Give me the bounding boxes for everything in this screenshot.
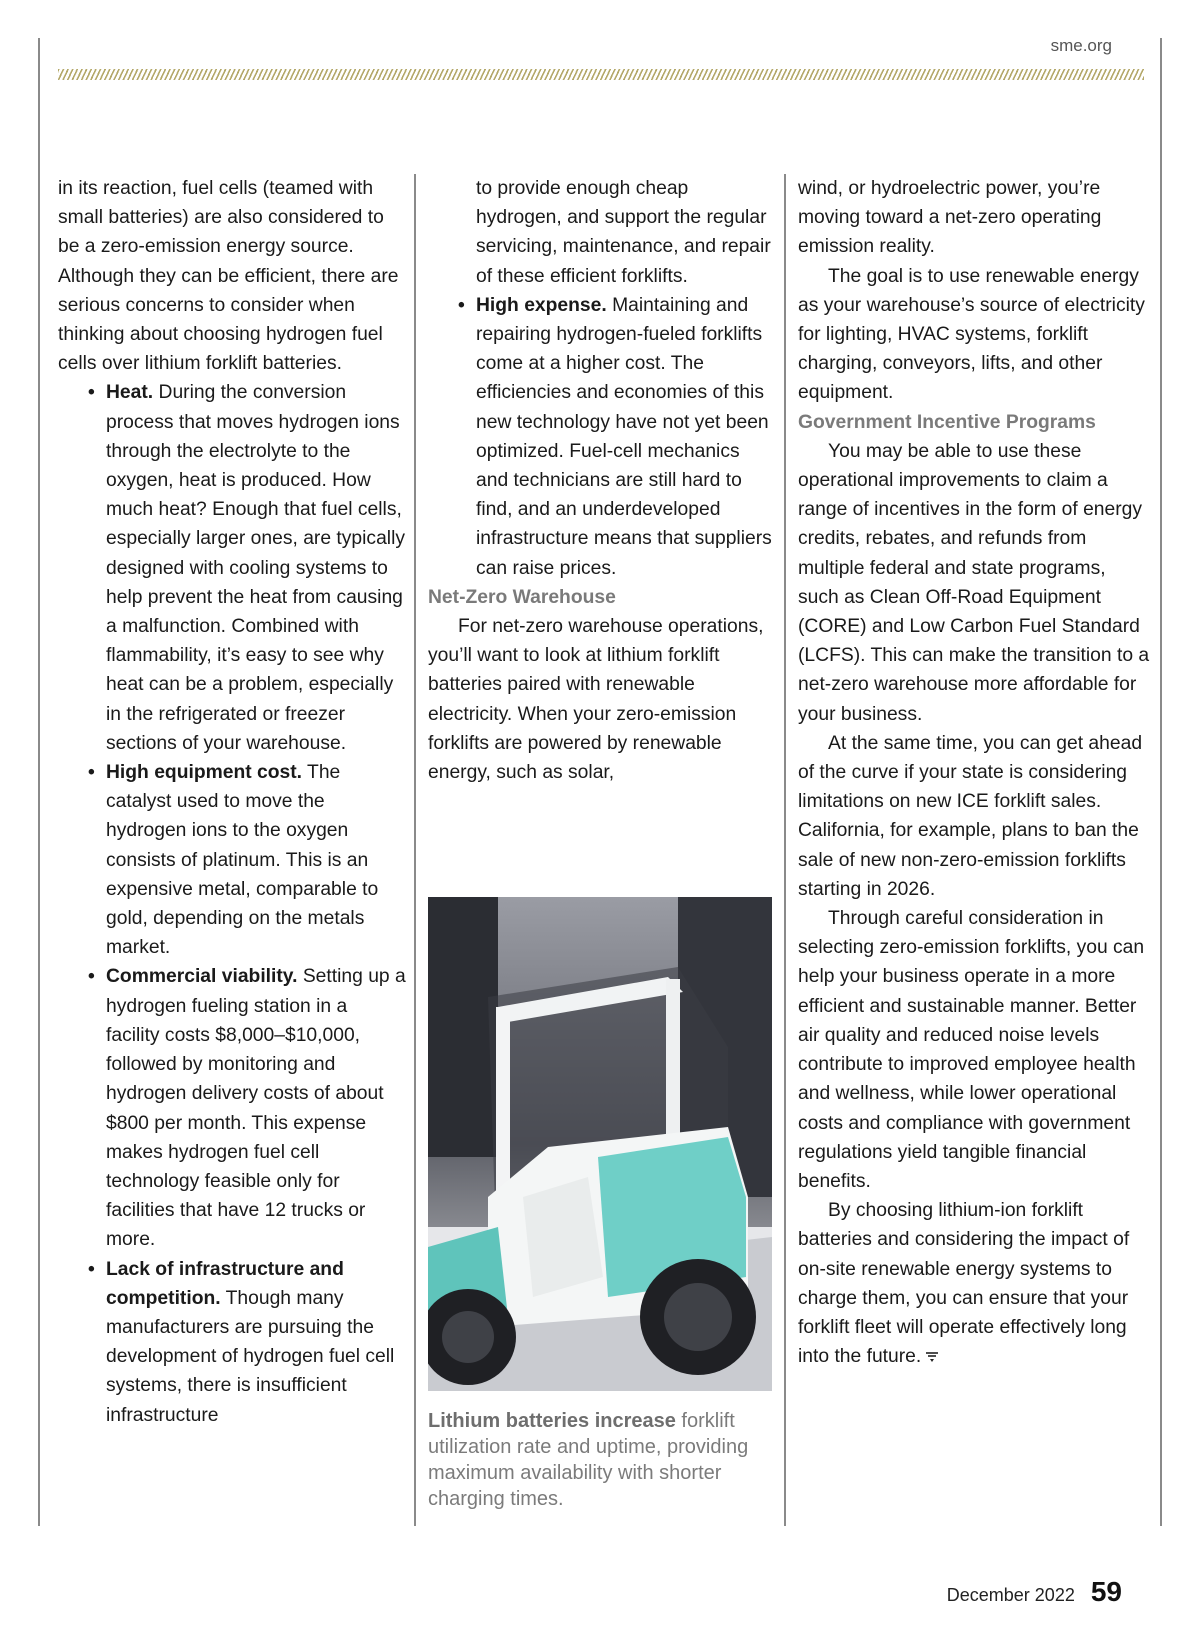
column-1-bullet-list — [58, 378, 406, 1429]
column-3-paragraph-5: Through careful consideration in selecting zero-emission forklifts, you can help your business operate in a more efficient and sustainable manner. Better air quality and reduced noise levels contribute to improved employee health and wellness, while lower operational costs and compliance with government regulations yield tangible financial benefits. — [798, 908, 1145, 1192]
header-hatch-bar — [58, 69, 1144, 80]
bullet-item — [58, 758, 406, 962]
bullet-item — [428, 291, 776, 583]
left-margin-rule — [38, 38, 40, 1526]
end-mark-icon — [925, 1351, 939, 1363]
issue-date: December 2022 — [946, 1585, 1075, 1605]
bullet-lead: High expense. — [476, 294, 607, 316]
section-heading-incentives: Government Incentive Programs — [798, 411, 1096, 433]
bullet-text: Maintaining and repairing hydrogen-fueled forklifts come at a higher cost. The efficiencies and economies of this new technology have not yet been optimized. Fuel-cell mechanics and technicians are still hard to find, and an underdeveloped infrastructure means that suppliers can raise prices. — [476, 294, 772, 579]
bullet-lead: Lack of infrastructure and competition. — [106, 1258, 344, 1309]
column-2-paragraph: For net-zero warehouse operations, you’ll want to look at lithium forklift batteries paired with renewable electricity. When your zero-emission forklifts are powered by renewable energy, such as solar, — [428, 616, 764, 784]
bullet-lead: High equipment cost. — [106, 762, 303, 784]
bullet-text: During the conversion process that moves hydrogen ions through the electrolyte to the oxygen, heat is produced. How much heat? Enough that fuel cells, especially larger ones, are typically designed with cooling systems to help prevent the heat from causing a malfunction. Combined with flammability, it’s easy to see why heat can be a problem, especially in the refrigerated or freezer sections of your warehouse. — [106, 382, 406, 754]
column-2 — [428, 174, 776, 787]
column-3-paragraph-6 — [798, 1196, 1150, 1371]
bullet-text: Setting up a hydrogen fueling station in a facility costs $8,000–$10,000, followed by monitoring and hydrogen delivery costs of about $800 per month. This expense makes hydrogen fuel cell technology feasible only for facilities that have 12 trucks or more. — [106, 966, 406, 1251]
bullet-text: The catalyst used to move the hydrogen ions to the oxygen consists of platinum. This is an expensive metal, comparable to gold, depending on the metals market. — [106, 762, 379, 959]
column-2-bullet-list — [428, 291, 776, 583]
figure-caption — [428, 1408, 778, 1512]
column-1 — [58, 174, 406, 1430]
site-url: sme.org — [1050, 36, 1112, 55]
column-rule-2 — [784, 174, 786, 1526]
page-footer — [947, 1576, 1122, 1608]
bullet-text: Though many manufacturers are pursuing the development of hydrogen fuel cell systems, there is insufficient infrastructure — [106, 1287, 395, 1426]
right-margin-rule — [1160, 38, 1162, 1526]
caption-bold: Lithium batteries increase — [428, 1410, 676, 1432]
column-rule-1 — [414, 174, 416, 1526]
column-3-paragraph-3: You may be able to use these operational improvements to claim a range of incentives in the form of energy credits, rebates, and refunds from multiple federal and state programs, such as Clean Off-Road Equipment (CORE) and Low Carbon Fuel Standard (LCFS). This can make the transition to a net-zero warehouse more affordable for your business. — [798, 440, 1150, 725]
bullet-item — [58, 962, 406, 1254]
column-3-paragraph-4: At the same time, you can get ahead of the curve if your state is considering limitations on new ICE forklift sales. California, for example, plans to ban the sale of new non-zero-emission forklifts starting in 2026. — [798, 732, 1143, 900]
bullet-item — [58, 378, 406, 758]
bullet-lead: Heat. — [106, 382, 154, 404]
column-2-continued-bullet: to provide enough cheap hydrogen, and support the regular servicing, maintenance, and repair of these efficient forklifts. — [476, 178, 771, 287]
bullet-item — [58, 1255, 406, 1430]
column-1-intro: in its reaction, fuel cells (teamed with small batteries) are also considered to be a zero-emission energy source. Although they can be efficient, there are serious concerns to consider when thinking about choosing hydrogen fuel cells over lithium forklift batteries. — [58, 178, 399, 375]
section-heading-net-zero: Net-Zero Warehouse — [428, 586, 616, 608]
closing-text: By choosing lithium-ion forklift batteries and considering the impact of on-site renewable energy systems to charge them, you can ensure that your forklift fleet will operate effectively long into the future. — [798, 1200, 1130, 1368]
column-3-paragraph-2: The goal is to use renewable energy as your warehouse’s source of electricity for lighting, HVAC systems, forklift charging, conveyors, lifts, and other equipment. — [798, 265, 1145, 404]
bullet-lead: Commercial viability. — [106, 966, 298, 988]
column-3 — [798, 174, 1150, 1371]
forklift-photo — [428, 897, 772, 1391]
caption-rest: forklift utilization rate and uptime, providing maximum availability with shorter charging times. — [428, 1410, 749, 1510]
column-3-paragraph-1: wind, or hydroelectric power, you’re moving toward a net-zero operating emission reality. — [798, 178, 1102, 258]
page-number: 59 — [1090, 1576, 1122, 1607]
